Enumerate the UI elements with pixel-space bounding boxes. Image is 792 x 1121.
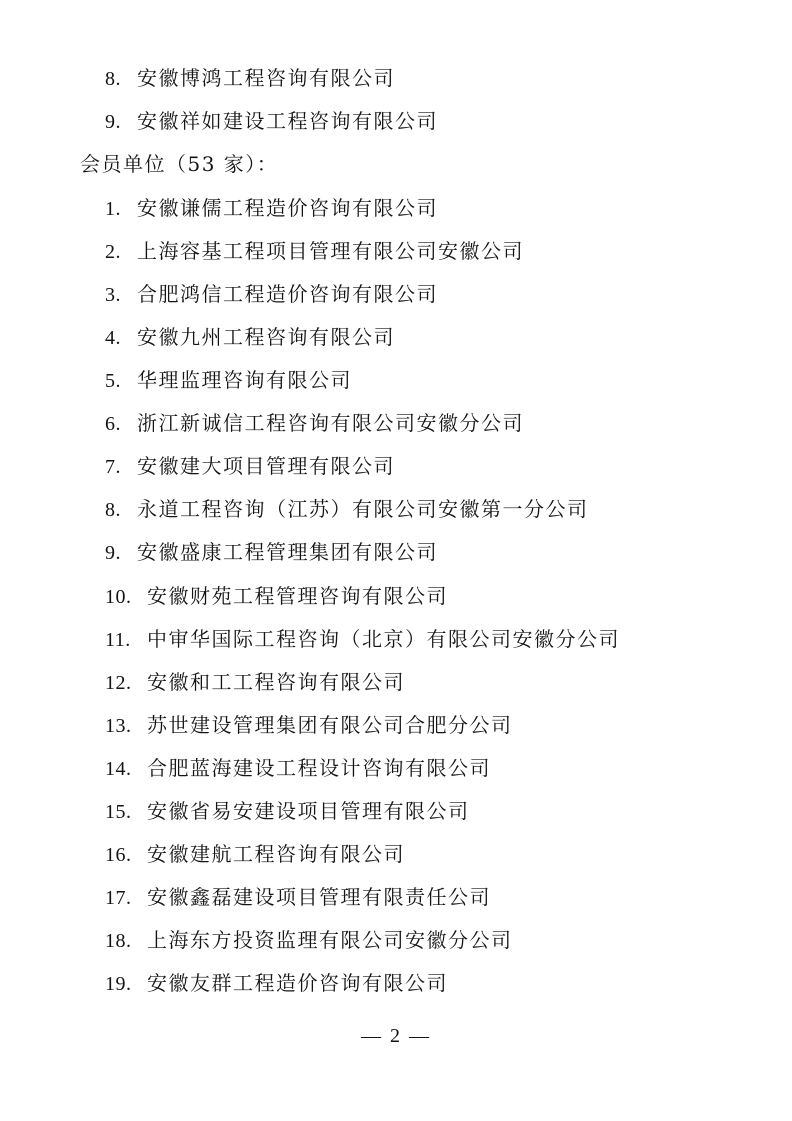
company-name: 浙江新诚信工程咨询有限公司安徽分公司 xyxy=(137,411,524,435)
item-number: 18. xyxy=(105,930,132,952)
item-number: 1. xyxy=(105,198,121,220)
list-item xyxy=(105,454,395,479)
item-number: 6. xyxy=(105,413,121,435)
item-number: 12. xyxy=(105,672,132,694)
item-number: 8. xyxy=(105,68,121,90)
item-number: 10. xyxy=(105,586,132,608)
company-name: 安徽博鸿工程咨询有限公司 xyxy=(137,66,395,90)
company-name: 安徽九州工程咨询有限公司 xyxy=(137,325,395,349)
company-name: 苏世建设管理集团有限公司合肥分公司 xyxy=(147,713,513,737)
company-name: 上海东方投资监理有限公司安徽分公司 xyxy=(147,928,513,952)
company-name: 安徽建大项目管理有限公司 xyxy=(137,454,395,478)
list-item xyxy=(105,497,589,522)
company-name: 安徽财苑工程管理咨询有限公司 xyxy=(147,584,448,608)
item-number: 3. xyxy=(105,284,121,306)
item-number: 4. xyxy=(105,327,121,349)
company-name: 安徽友群工程造价咨询有限公司 xyxy=(147,971,448,995)
item-number: 2. xyxy=(105,241,121,263)
item-number: 9. xyxy=(105,111,121,133)
item-number: 16. xyxy=(105,844,132,866)
item-number: 11. xyxy=(105,629,131,651)
company-name: 安徽盛康工程管理集团有限公司 xyxy=(137,540,438,564)
item-number: 7. xyxy=(105,456,121,478)
item-number: 9. xyxy=(105,542,121,564)
item-number: 14. xyxy=(105,758,132,780)
list-item xyxy=(105,540,438,565)
item-number: 17. xyxy=(105,887,132,909)
company-name: 合肥鸿信工程造价咨询有限公司 xyxy=(137,282,438,306)
company-name: 安徽省易安建设项目管理有限公司 xyxy=(147,799,470,823)
company-name: 安徽谦儒工程造价咨询有限公司 xyxy=(137,196,438,220)
list-item xyxy=(105,756,491,781)
company-name: 安徽和工工程咨询有限公司 xyxy=(147,670,405,694)
list-item xyxy=(105,713,513,738)
item-number: 8. xyxy=(105,499,121,521)
list-item xyxy=(105,368,352,393)
list-item xyxy=(105,66,395,91)
company-name: 上海容基工程项目管理有限公司安徽公司 xyxy=(137,239,524,263)
list-item xyxy=(105,196,438,221)
list-item xyxy=(105,842,405,867)
list-item xyxy=(105,670,405,695)
section-heading: 会员单位（53 家）： xyxy=(80,152,279,176)
company-name: 华理监理咨询有限公司 xyxy=(137,368,352,392)
company-name: 永道工程咨询（江苏）有限公司安徽第一分公司 xyxy=(137,497,589,521)
page-number: — 2 — xyxy=(361,1025,431,1047)
company-name: 合肥蓝海建设工程设计咨询有限公司 xyxy=(147,756,491,780)
company-name: 安徽祥如建设工程咨询有限公司 xyxy=(137,109,438,133)
item-number: 19. xyxy=(105,973,132,995)
list-item xyxy=(105,282,438,307)
list-item xyxy=(105,109,438,134)
item-number: 5. xyxy=(105,370,121,392)
company-name: 中审华国际工程咨询（北京）有限公司安徽分公司 xyxy=(147,627,620,651)
list-item xyxy=(105,971,448,996)
list-item xyxy=(105,411,524,436)
company-name: 安徽建航工程咨询有限公司 xyxy=(147,842,405,866)
item-number: 13. xyxy=(105,715,132,737)
company-name: 安徽鑫磊建设项目管理有限责任公司 xyxy=(147,885,491,909)
list-item xyxy=(105,799,470,824)
list-item xyxy=(105,325,395,350)
list-item xyxy=(105,928,513,953)
item-number: 15. xyxy=(105,801,132,823)
list-item xyxy=(105,885,491,910)
list-item xyxy=(105,584,448,609)
list-item xyxy=(105,239,524,264)
list-item xyxy=(105,627,620,652)
